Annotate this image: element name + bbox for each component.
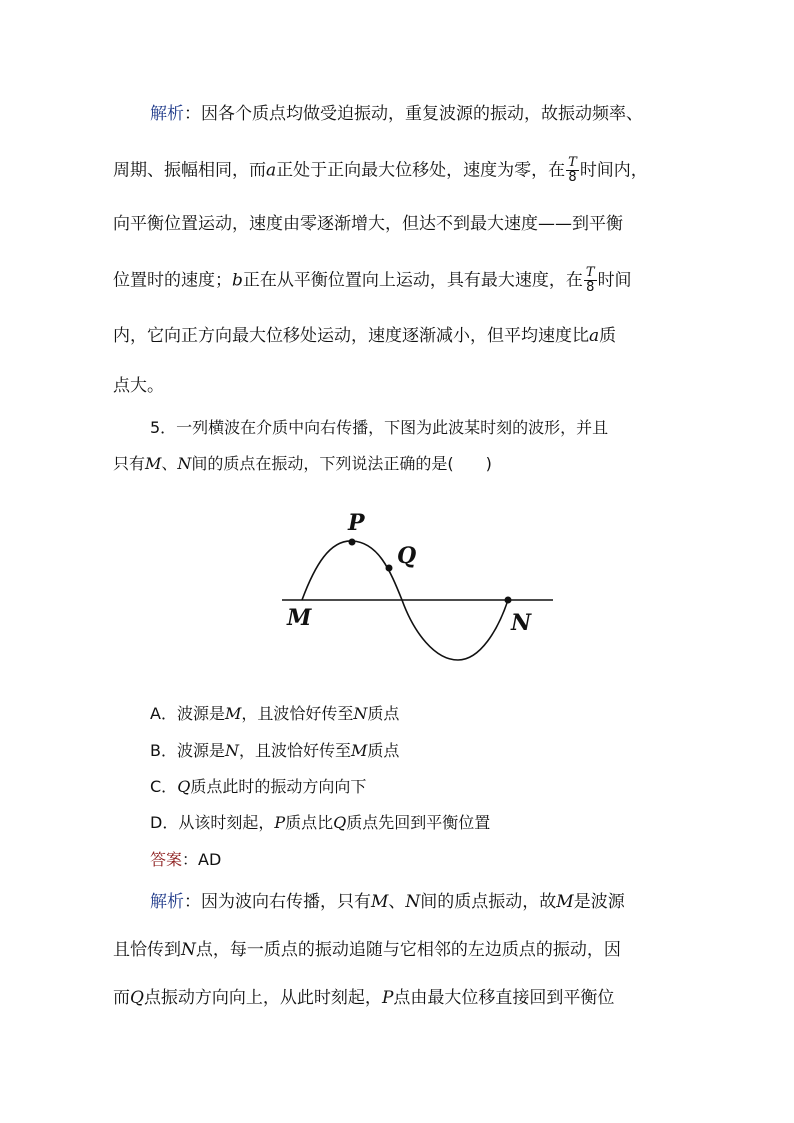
analysis2-line1: 解析：因为波向右传播，只有M、N间的质点振动，故M是波源 (150, 892, 625, 912)
label-p: P (348, 510, 365, 536)
answer-value: AD (198, 850, 222, 869)
point-n-dot (505, 597, 512, 604)
fraction-t-over-8: $\frac{T}{8}$ (585, 265, 595, 295)
wave-figure (270, 505, 570, 675)
analysis1-line5: 内，它向正方向最大位移处运动，速度逐渐减小，但平均速度比a质 (113, 326, 617, 346)
fraction-t-over-8: $\frac{T}{8}$ (568, 155, 577, 185)
answer-label: 答案 (150, 850, 183, 869)
answer-line: 答案：AD (150, 850, 222, 869)
option-b: B．波源是N，且波恰好传至M质点 (150, 741, 400, 760)
analysis1-line3: 向平衡位置运动，速度由零逐渐增大，但达不到最大速度——到平衡 (113, 214, 623, 234)
analysis-label: 解析 (150, 892, 184, 912)
option-d: D．从该时刻起，P质点比Q质点先回到平衡位置 (150, 813, 491, 832)
analysis1-line6: 点大。 (113, 376, 164, 396)
point-p-dot (349, 539, 356, 546)
option-c: C．Q质点此时的振动方向向下 (150, 777, 367, 796)
analysis-label: 解析 (150, 104, 184, 124)
label-m: M (287, 605, 312, 631)
label-n: N (511, 610, 532, 636)
analysis1-line4: 位置时的速度；b正在从平衡位置向上运动，具有最大速度，在 $\frac{T}{8}$ 时间 (113, 265, 632, 295)
option-a: A．波源是M，且波恰好传至N质点 (150, 704, 400, 723)
question-line2: 只有M、N间的质点在振动，下列说法正确的是( ) (113, 454, 492, 473)
analysis1-line1: 解析：因各个质点均做受迫振动，重复波源的振动，故振动频率、 (150, 104, 643, 124)
analysis2-line2: 且恰传到N点，每一质点的振动追随与它相邻的左边质点的振动，因 (113, 940, 621, 960)
analysis2-line3: 而Q点振动方向向上，从此时刻起，P点由最大位移直接回到平衡位 (113, 988, 615, 1008)
question-line1: 5．一列横波在介质中向右传播，下图为此波某时刻的波形，并且 (150, 418, 609, 437)
analysis1-line2: 周期、振幅相同，而a正处于正向最大位移处，速度为零，在 $\frac{T}{8}$ 时间内， (113, 155, 648, 185)
point-q-dot (386, 565, 393, 572)
label-q: Q (397, 543, 417, 569)
